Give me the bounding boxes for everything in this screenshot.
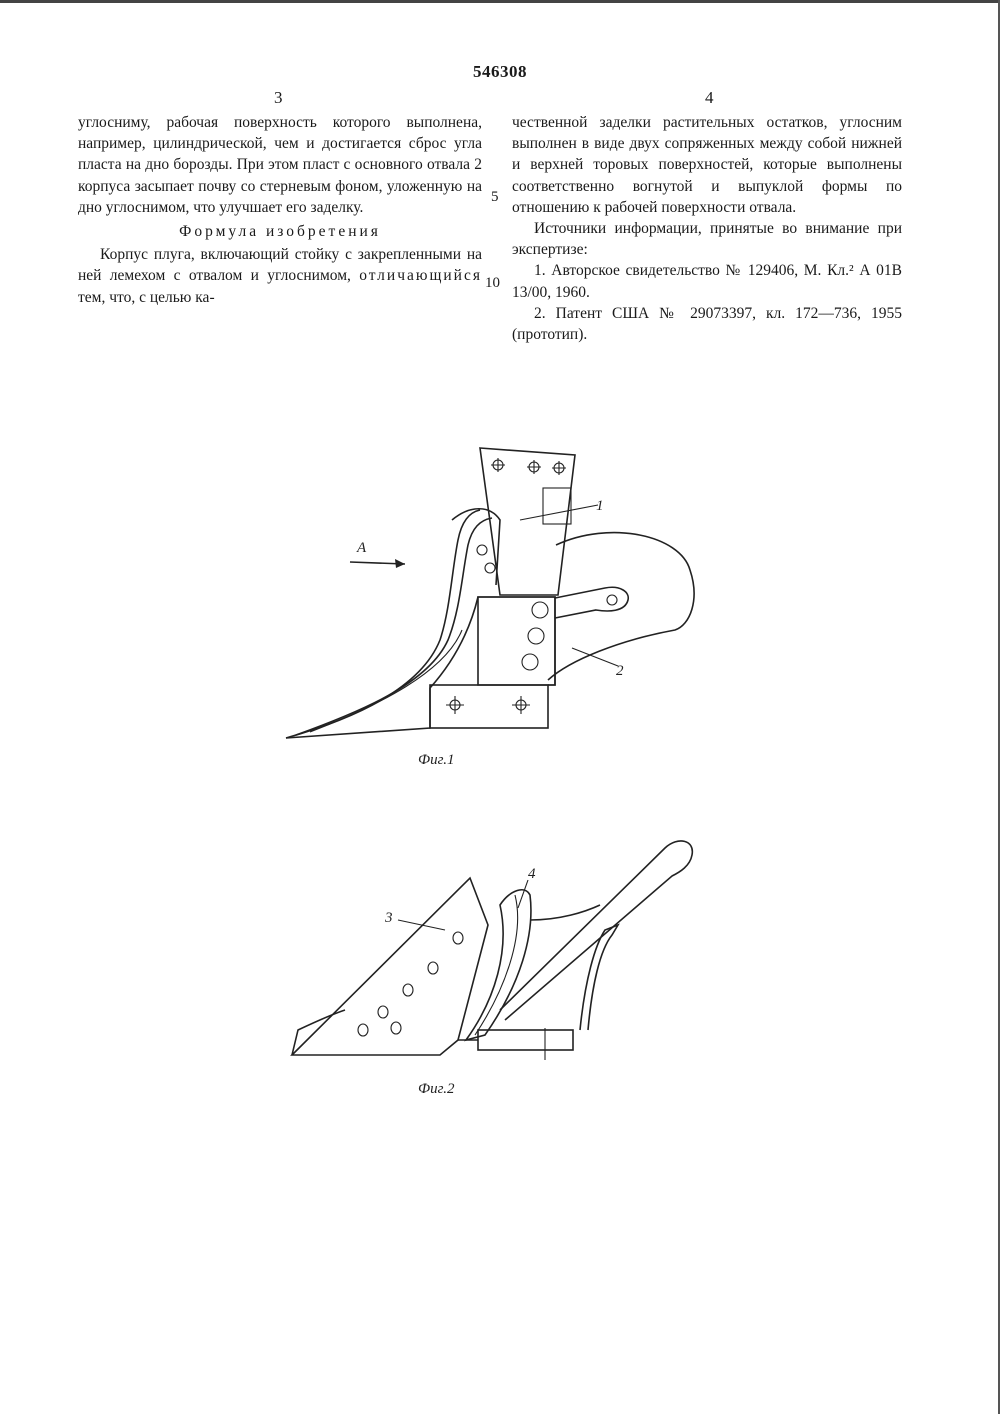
moldboard-holes <box>358 932 463 1036</box>
column-number-right: 4 <box>705 88 714 107</box>
moldboard-2 <box>548 533 694 680</box>
claim-start: Корпус плуга, включающий стойку с закрепленными на ней лемехом с отвалом и углоснимом, <box>78 246 482 285</box>
label-3: 3 <box>385 910 393 926</box>
brace-bar <box>555 587 628 618</box>
column-number-left: 3 <box>274 88 283 107</box>
landside-bolts <box>446 696 530 714</box>
claim-distinguishing: отличающийся <box>359 267 482 285</box>
leader-3 <box>398 920 445 930</box>
base-plate <box>478 1030 573 1050</box>
claims-heading: Формула изобретения <box>179 223 381 241</box>
right-paragraph: чественной заделки растительных остатков, углосним выполнен в виде двух сопряженных между собой нижней и верхней торовых поверхностей, которые выполнены соответственно вогнутой и выпуклой формы по отношению к рабочей поверхности отвала. <box>512 114 902 216</box>
plate-bolts <box>522 602 548 670</box>
brace-bolt <box>607 595 617 605</box>
share-tip <box>292 1010 345 1055</box>
figure-2 <box>292 841 692 1097</box>
leader-4 <box>518 880 528 908</box>
view-arrow-head <box>395 559 405 568</box>
label-1: 1 <box>596 498 604 514</box>
reference-1: 1. Авторское свидетельство № 129406, М. Кл.² А 01В 13/00, 1960. <box>512 262 902 301</box>
stand-bolts <box>491 458 566 475</box>
landside-plate <box>430 685 548 728</box>
share-edge-outer <box>286 510 480 738</box>
share-edge-inner <box>296 518 492 735</box>
label-2: 2 <box>616 663 624 679</box>
mount-plate <box>478 597 555 685</box>
fig1-caption: Фиг.1 <box>418 752 455 768</box>
label-a: А <box>357 540 367 556</box>
claim-end: тем, что, с целью ка- <box>78 288 215 306</box>
leader-1 <box>520 505 598 520</box>
corner-remover-4 <box>466 890 531 1040</box>
corner-bolts <box>477 545 495 573</box>
leader-2 <box>572 648 618 666</box>
moldboard-3 <box>292 878 488 1055</box>
line-number-5: 5 <box>491 189 499 205</box>
patent-number: 546308 <box>473 62 527 81</box>
reference-2: 2. Патент США № 29073397, кл. 172—736, 1955 (прототип). <box>512 304 902 344</box>
line-number-10: 10 <box>485 275 500 291</box>
plough-stand <box>480 448 575 595</box>
figure-1 <box>286 448 694 768</box>
share-edge-line <box>310 630 462 732</box>
sources-intro: Источники информации, принятые во внимание при экспертизе: <box>512 220 902 259</box>
fig2-caption: Фиг.2 <box>418 1081 455 1097</box>
label-4: 4 <box>528 866 536 882</box>
support-strut <box>580 925 618 1030</box>
left-paragraph: углосниму, рабочая поверхность которого выполнена, например, цилиндрической, чем и достигается сброс угла пласта на дно борозды. При этом пласт с основного отвала 2 корпуса засыпает почву со стерневым фоном, уложенную на дно углоснимом, что улучшает его заделку. <box>78 114 482 216</box>
share-body <box>286 597 555 738</box>
upper-surface <box>530 905 600 920</box>
